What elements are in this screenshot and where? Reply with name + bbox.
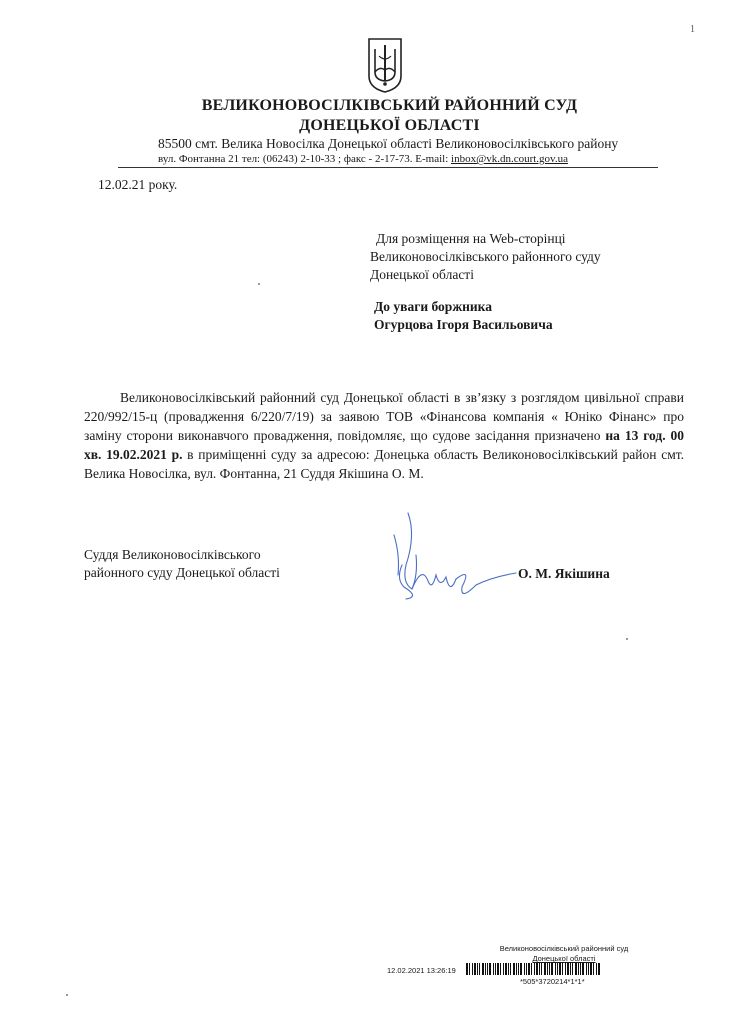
court-title-line2: ДОНЕЦЬКОЇ ОБЛАСТІ xyxy=(299,117,480,134)
stamp-court-line-1: Великоновосілківський районний суд xyxy=(499,944,629,953)
hearing-datetime: на 13 год. 00 хв. 19.02.2021 р. xyxy=(84,428,685,462)
placement-line-3: Донецької області xyxy=(370,267,474,282)
notice-body xyxy=(84,388,684,483)
handwritten-signature xyxy=(376,505,526,605)
header-divider xyxy=(118,167,658,168)
court-contacts xyxy=(158,153,568,165)
barcode-icon xyxy=(466,963,602,975)
placement-line-2: Великоновосілківського районного суду xyxy=(370,249,601,264)
scan-speck xyxy=(66,994,68,996)
barcode-code: *505*3720214*1*1* xyxy=(520,977,585,986)
notice-part-1: Великоновосілківський районний суд Донецької області в зв’язку з розглядом цивільної справи 220/992/15-ц (провадження 6/220/7/19) за заявою ТОВ «Фінансова компанія « Юніко Фінанс» про заміну сторони виконавчого провадження, повідомляє, що судове засідання призначено xyxy=(84,390,684,443)
attention-line-2: Огурцова Ігоря Васильовича xyxy=(374,317,553,332)
scan-speck xyxy=(258,283,260,285)
placement-line-1: Для розміщення на Web-сторінці xyxy=(376,231,566,246)
signer-name: О. М. Якішина xyxy=(518,566,610,581)
email-link[interactable]: inbox@vk.dn.court.gov.ua xyxy=(451,153,568,165)
judge-title xyxy=(84,546,280,582)
attention-line-1: До уваги боржника xyxy=(374,299,492,314)
page-number: 1 xyxy=(690,24,695,35)
judge-title-line-1: Суддя Великоновосілківського xyxy=(84,547,261,562)
contacts-text: вул. Фонтанна 21 тел: (06243) 2-10-33 ; факс - 2-17-73. E-mail: xyxy=(158,153,452,165)
placement-note xyxy=(370,230,601,284)
judge-title-line-2: районного суду Донецької області xyxy=(84,565,280,580)
court-title xyxy=(0,96,751,136)
trident-emblem-icon xyxy=(366,36,404,94)
registration-stamp-court xyxy=(486,944,642,964)
document-date: 12.02.21 року. xyxy=(98,177,178,192)
debtor-attention xyxy=(374,298,553,334)
notice-part-2: в приміщенні суду за адресою: Донецька область Великоновосілківський район смт. Велика Новосілка, вул. Фонтанна, 21 Суддя Якішина О. М. xyxy=(84,447,684,481)
stamp-court-line-2: Донецької області xyxy=(532,954,596,963)
registration-timestamp: 12.02.2021 13:26:19 xyxy=(387,966,456,975)
court-title-line1: ВЕЛИКОНОВОСІЛКІВСЬКИЙ РАЙОННИЙ СУД xyxy=(201,97,578,114)
scan-speck xyxy=(626,638,628,640)
court-address: 85500 смт. Велика Новосілка Донецької області Великоновосілківського району xyxy=(158,136,619,151)
